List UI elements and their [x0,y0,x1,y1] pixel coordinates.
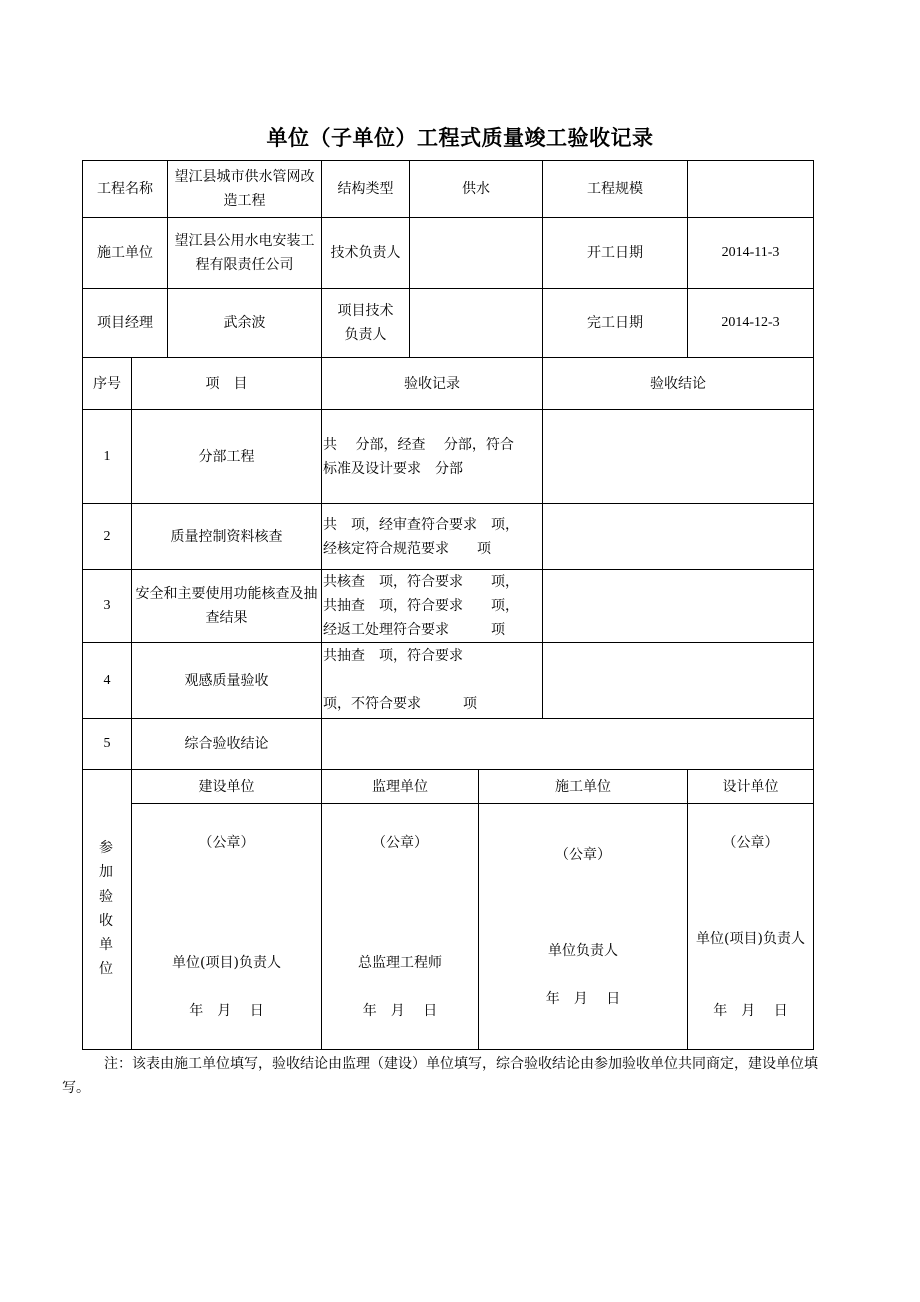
item-header: 项 目 [205,375,248,392]
row-record-line: 共抽查 项，符合要求 [323,648,463,664]
project-manager-label: 项目经理 [97,315,153,331]
official-seal-placeholder: （公章） [372,835,428,851]
finish-date-label: 完工日期 [587,315,643,331]
official-seal-placeholder: （公章） [198,835,255,851]
structure-type-value: 供水 [462,181,490,197]
row-record-line: 经核定符合规范要求 项 [323,541,491,557]
project-manager-value: 武余波 [223,315,266,331]
project-tech-lead-label: 项目技术负责人 [337,303,394,343]
project-name-value: 望江县城市供水管网改造工程 [174,169,315,209]
row-item: 观感质量验收 [184,672,269,689]
col-divider [321,357,322,1050]
tech-lead-label: 技术负责人 [330,245,401,261]
row-record-line: 标准及设计要求 分部 [323,461,463,477]
tech-lead-value [410,218,542,288]
participants-side-label: 参加验收单位 [99,840,113,978]
row-record-line: 共 项，经审查符合要求 项， [323,517,519,533]
row-number: 3 [103,598,111,613]
official-seal-placeholder: （公章） [722,835,779,851]
contractor-label: 施工单位 [97,245,153,261]
start-date-label: 开工日期 [587,245,643,261]
seq-header: 序号 [93,375,121,392]
row-number: 5 [103,736,111,751]
signatory-label: 单位负责人 [548,943,618,959]
unit-name-supervisor: 监理单位 [372,778,428,795]
finish-date-value: 2014-12-3 [721,315,780,330]
project-tech-lead-value [410,289,542,357]
acceptance-record-table [82,160,814,1050]
unit-name-designer: 设计单位 [722,778,779,795]
conclusion-header: 验收结论 [650,375,706,392]
page-title: 单位（子单位）工程式质量竣工验收记录 [266,125,654,150]
row-divider [131,803,814,804]
structure-type-label: 结构类型 [337,181,394,197]
row-item: 质量控制资料核查 [170,528,283,545]
row-record-line: 项，不符合要求 项 [323,696,477,712]
project-name-label: 工程名称 [97,181,153,197]
signatory-label: 单位(项目)负责人 [172,955,281,971]
row-item: 安全和主要使用功能核查及抽查结果 [135,586,318,626]
table-border-right [813,160,814,1050]
record-header: 验收记录 [404,375,460,392]
table-border-bottom [82,1049,814,1050]
row-item: 分部工程 [198,448,255,465]
row-record-line: 共 分部，经查 分部，符合 [323,437,514,453]
start-date-value: 2014-11-3 [721,245,780,260]
signatory-label: 单位(项目)负责人 [696,931,805,947]
project-scale-label: 工程规模 [587,181,643,197]
row-number: 1 [103,448,111,464]
signatory-label: 总监理工程师 [358,955,442,971]
row-number: 4 [103,672,111,688]
project-scale-value [688,161,813,217]
sign-date: 年 月 日 [189,1003,264,1019]
row-record-line: 共抽查 项，符合要求 项， [323,598,519,614]
col-divider [542,357,543,718]
official-seal-placeholder: （公章） [555,847,611,863]
row-record-line: 共核查 项，符合要求 项， [323,574,519,590]
sign-date: 年 月 日 [362,1003,438,1019]
sign-date: 年 月 日 [713,1003,788,1019]
unit-name-owner: 建设单位 [198,778,255,795]
footnote: 注：该表由施工单位填写，验收结论由监理（建设）单位填写，综合验收结论由参加验收单位共同商定，建设单位填写。 [62,1056,818,1096]
sign-date: 年 月 日 [545,991,621,1007]
unit-name-contractor: 施工单位 [555,778,611,795]
row-number: 2 [103,528,111,544]
row-item: 综合验收结论 [184,736,269,752]
contractor-value: 望江县公用水电安装工程有限责任公司 [174,233,315,273]
row-record-line: 经返工处理符合要求 项 [323,622,505,638]
